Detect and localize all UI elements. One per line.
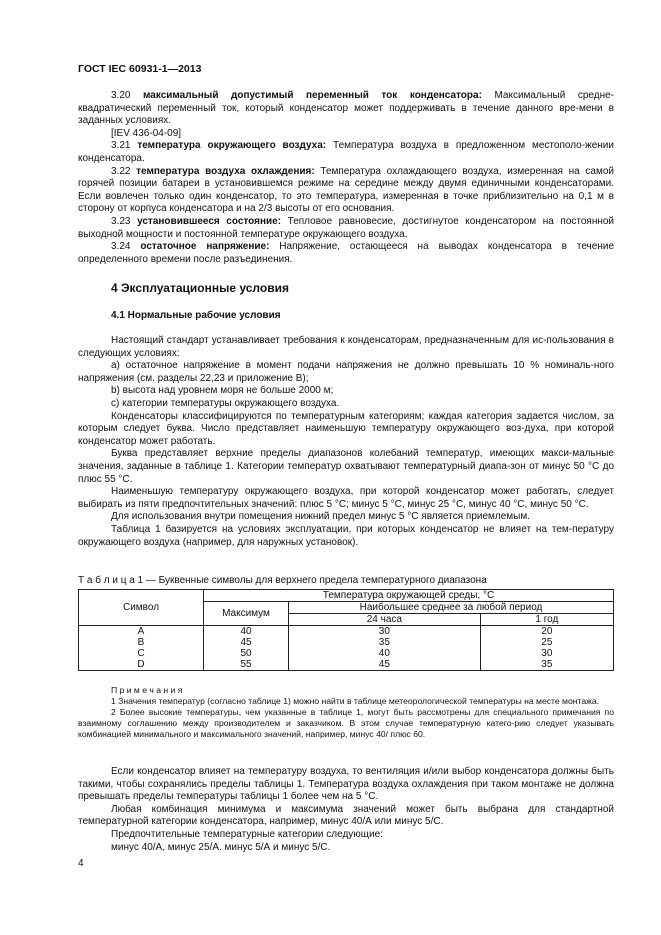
table-row xyxy=(79,648,614,659)
paragraph: Любая комбинация минимума и максимума значений может быть выбрана для стандартной температурной категории конденсатора, например, минус 40/А или минус 5/С. xyxy=(78,803,614,828)
definition-text: Температура воздуха в предложенном местополо-жении конденсатора. xyxy=(78,140,614,164)
body-text-1 xyxy=(78,335,614,549)
definition-number: 3.20 xyxy=(111,90,131,101)
table-cell: C xyxy=(79,648,204,659)
paragraph: Настоящий стандарт устанавливает требования к конденсаторам, предназначенным для ис-пользования в следующих условиях: xyxy=(78,335,614,359)
header-average: Наибольшее среднее за любой период xyxy=(289,602,614,614)
paragraph: b) высота над уровнем моря не больше 2000 м; xyxy=(111,385,334,397)
paragraph: c) категории температуры окружающего воздуха. xyxy=(111,397,340,409)
definitions-block xyxy=(78,90,614,266)
definition-term: температура воздуха охлаждения: xyxy=(136,165,315,177)
table-cell: A xyxy=(79,626,204,638)
table-cell: 25 xyxy=(480,637,613,648)
table-cell: 35 xyxy=(289,637,481,648)
definition-3-21 xyxy=(78,140,614,165)
table-cell: D xyxy=(79,659,204,671)
definition-3-23 xyxy=(78,216,614,241)
table-cell: 50 xyxy=(204,648,289,659)
note-2: 2 Более высокие температуры, чем указанные в таблице 1, могут быть рассмотрены для специального примечания по взаимному соглашению между производителем и заказчиком. В этом случае температурную катего-рию следует указывать комбинацией минимального и максимального значений, например, минус 40/ плюс 60. xyxy=(78,707,614,739)
definition-term: установившееся состояние: xyxy=(137,215,282,227)
table-caption: Т а б л и ц а 1 — Буквенные символы для верхнего предела температурного диапазона xyxy=(78,575,487,586)
notes-block xyxy=(78,685,614,740)
paragraph: Таблица 1 базируется на условиях эксплуатации, при которых конденсатор не влияет на тем-пературу окружающего воздуха (например, для наружных установок). xyxy=(78,523,614,548)
table-cell: 20 xyxy=(480,626,613,638)
definition-term: максимальный допустимый переменный ток конденсатора: xyxy=(143,90,482,101)
paragraph: Конденсаторы классифицируются по температурным категориям; каждая категория задается числом, за которым следует буква. Число представляет наименьшую температуру окружающего воз-духа, при которой конденсатор может работать. xyxy=(78,410,614,447)
header-24h: 24 часа xyxy=(289,614,481,626)
definition-3-20 xyxy=(78,90,614,128)
definition-number: 3.22 xyxy=(111,165,131,177)
header-temperature: Температура окружающей среды, °С xyxy=(204,590,614,602)
definition-text: Максимальный средне-квадратический переменный ток, который конденсатор может поддерживать в течение данного вре-мени в заданных условиях. xyxy=(78,90,614,127)
table-cell: 30 xyxy=(289,626,481,638)
notes-title: П р и м е ч а н и я xyxy=(111,685,183,695)
table-row xyxy=(79,637,614,648)
table-1 xyxy=(78,589,614,671)
header-year: 1 год xyxy=(480,614,613,626)
table-cell: 40 xyxy=(289,648,481,659)
paragraph: a) остаточное напряжение в момент подачи напряжения не должно превышать 10 % номиналь-ного напряжения (см. разделы 22,23 и приложение В); xyxy=(78,360,614,384)
paragraph: Буква представляет верхние пределы диапазонов колебаний температур, имеющих макси-мальные значения, заданные в таблице 1. Категории температур охватывают температурный диапа-зон от минус 50 °С до плюс 55 °С. xyxy=(78,448,614,485)
section-4 xyxy=(78,282,614,295)
table-cell: 30 xyxy=(480,648,613,659)
header-symbol: Символ xyxy=(79,590,204,626)
table-cell: B xyxy=(79,637,204,648)
definition-text: Напряжение, остающееся на выводах конденсатора в течение определенного времени после разъединения. xyxy=(78,241,615,265)
table-row xyxy=(79,659,614,671)
definition-text: Температура охлаждающего воздуха, измеренная на самой горячей позиции батареи в установившемся режиме на середине между двумя единичными конденсаторами. Если вовлечен только один конденсатор, то это температура, измеренная в точке приблизительно на 0,1 м в сторону от корпуса конденсатора и на 2/3 высоты от его основания. xyxy=(78,165,614,215)
definition-number: 3.21 xyxy=(111,140,131,152)
table-cell: 45 xyxy=(289,659,481,671)
definition-number: 3.23 xyxy=(111,215,131,227)
body-text-2 xyxy=(78,766,614,854)
table-cell: 40 xyxy=(204,626,289,638)
paragraph: Если конденсатор влияет на температуру воздуха, то вентиляция и/или выбор конденсатора должны быть такими, чтобы сохранялись пределы таблицы 1. Температура воздуха охлаждения при таком монтаже не должна превышать пределы температуры таблицы 1 более чем на 5 °С. xyxy=(78,766,614,803)
iev-reference: [IEV 436-04-09] xyxy=(111,127,182,139)
paragraph: минус 40/А, минус 25/А. минус 5/А и минус 5/С. xyxy=(111,841,331,853)
paragraph: Для использования внутри помещения нижний предел минус 5 °С является приемлемым. xyxy=(111,511,531,523)
definition-term: остаточное напряжение: xyxy=(140,241,270,253)
note-1: 1 Значения температур (согласно таблице 1) можно найти в таблице метеорологической температуры на месте монтажа. xyxy=(111,696,600,706)
table-cell: 55 xyxy=(204,659,289,671)
definition-3-22 xyxy=(78,166,614,216)
definition-term: температура окружающего воздуха: xyxy=(137,140,327,152)
table-row xyxy=(79,626,614,638)
paragraph: Предпочтительные температурные категории следующие: xyxy=(111,828,383,840)
document-header: ГОСТ IEC 60931-1—2013 xyxy=(78,63,202,75)
definition-3-24 xyxy=(78,241,614,266)
table-cell: 35 xyxy=(480,659,613,671)
definition-text: Тепловое равновесие, достигнутое конденсатором на постоянной выходной мощности и постоянной температуре окружающего воздуха. xyxy=(78,215,615,240)
paragraph: Наименьшую температуру окружающего воздуха, при которой конденсатор может работать, следует выбирать из пяти предпочтительных значений: плюс 5 °С; минус 5 °С, минус 25 °С, минус 40 °С, минус 50 °С. xyxy=(78,486,614,510)
temperature-table xyxy=(78,589,614,671)
subsection-4-1 xyxy=(78,310,614,323)
table-cell: 45 xyxy=(204,637,289,648)
definition-number: 3.24 xyxy=(111,241,131,253)
subsection-title: 4.1 Нормальные рабочие условия xyxy=(111,310,281,321)
header-max: Максимум xyxy=(204,602,289,626)
section-title: 4 Эксплуатационные условия xyxy=(111,281,289,295)
page-number: 4 xyxy=(78,858,84,869)
